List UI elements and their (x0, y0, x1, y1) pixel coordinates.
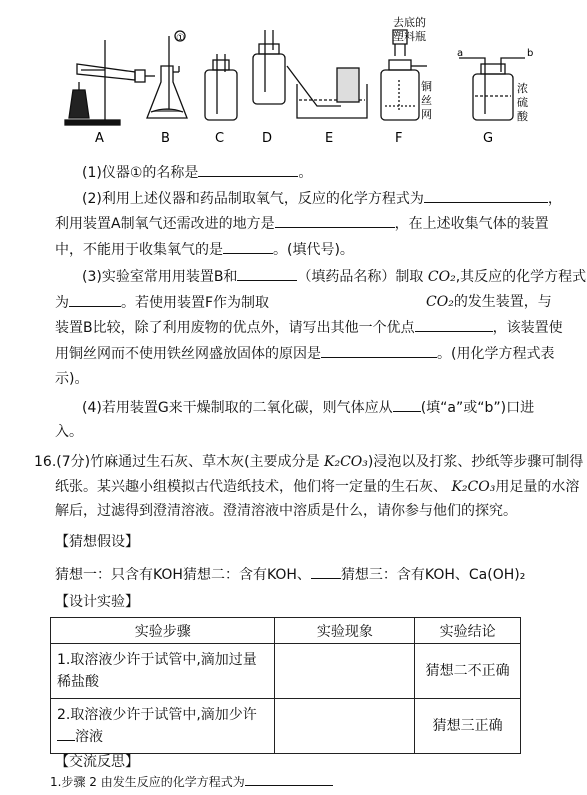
f-top-label-2: 塑料瓶 (393, 30, 426, 43)
answer-blank (311, 564, 341, 579)
question-1: (1)仪器①的名称是 。 (82, 162, 312, 183)
question-2-line2: 利用装置A制氧气还需改进的地方是 ，在上述收集气体的装置 (55, 213, 549, 234)
g-label-3: 酸 (517, 110, 528, 123)
question-16-line3: 解后，过滤得到澄清溶液。澄清溶液中溶质是什么，请你参与他们的探究。 (55, 503, 517, 519)
answer-blank (245, 773, 333, 786)
question-2-line3: 中，不能用于收集氧气的是 。(填代号)。 (55, 239, 354, 260)
label-c: C (215, 131, 225, 146)
question-3-line1: (3)实验室常用用装置B和 （填药品名称）制取 CO₂,其反应的化学方程式 (82, 266, 586, 287)
apparatus-figure (55, 10, 535, 150)
table-row (51, 644, 521, 699)
answer-blank (237, 266, 297, 281)
reflection-title: 【交流反思】 (55, 754, 139, 770)
question-16-line2: 纸张。某兴趣小组模拟古代造纸技术，他们将一定量的生石灰、 K₂CO₃用足量的水溶 (55, 479, 580, 495)
question-4-line2: 入。 (55, 424, 83, 440)
g-label-1: 浓 (517, 82, 528, 95)
design-title: 【设计实验】 (55, 594, 139, 610)
answer-blank (321, 343, 437, 358)
table-row (51, 699, 521, 754)
answer-blank (393, 397, 421, 412)
hypothesis-title: 【猜想假设】 (55, 534, 139, 550)
label-a: A (95, 131, 104, 146)
f-top-label-1: 去底的 (393, 16, 426, 29)
answer-blank (57, 726, 75, 741)
g-port-a: a (457, 48, 464, 59)
hypothesis-line: 猜想一：只含有KOH猜想二：含有KOH、 猜想三：含有KOH、Ca(OH)₂ (55, 564, 525, 585)
step-cell: 2.取溶液少许于试管中,滴加少许 溶液 (51, 699, 275, 754)
answer-blank (198, 162, 298, 177)
answer-blank (415, 317, 493, 332)
question-3-line3: 装置B比较，除了利用废物的优点外，请写出其他一个优点 ，该装置使 (55, 317, 563, 338)
label-e: E (325, 131, 334, 146)
apparatus-d (253, 30, 285, 104)
header-step: 实验步骤 (51, 618, 275, 644)
question-16-line1: 16.(7分)竹麻通过生石灰、草木灰(主要成分是 K₂CO₃)浸泡以及打浆、抄纸等步骤可制得 (34, 454, 584, 470)
apparatus-g (459, 58, 525, 120)
f-side-label-3: 网 (421, 108, 432, 121)
header-conclusion: 实验结论 (415, 618, 521, 644)
g-label-2: 硫 (517, 96, 528, 109)
phenomenon-cell (275, 699, 415, 754)
apparatus-c (205, 54, 237, 120)
answer-blank (223, 239, 273, 254)
apparatus-a (65, 40, 155, 125)
question-4-line1: (4)若用装置G来干燥制取的二氧化碳，则气体应从 (填“a”或“b”)口进 (82, 397, 534, 418)
question-3-line5: 示)。 (55, 371, 89, 387)
answer-blank (69, 292, 121, 307)
question-2-line1: (2)利用上述仪器和药品制取氧气，反应的化学方程式为 ， (82, 188, 562, 209)
question-3-line2-end: CO₂的发生装置，与 (426, 294, 552, 310)
conclusion-cell: 猜想二不正确 (415, 644, 521, 699)
question-3-line4: 用铜丝网而不使用铁丝网盛放固体的原因是 。(用化学方程式表 (55, 343, 554, 364)
apparatus-e (287, 66, 367, 118)
reflection-question-1: 1.步骤 2 由发生反应的化学方程式为 (50, 772, 333, 792)
f-side-label-2: 丝 (421, 94, 432, 107)
step-cell: 1.取溶液少许于试管中,滴加过量 稀盐酸 (51, 644, 275, 699)
phenomenon-cell (275, 644, 415, 699)
label-g: G (483, 131, 494, 146)
f-side-label-1: 铜 (421, 80, 432, 93)
g-port-b: b (527, 48, 534, 59)
label-b: B (161, 131, 170, 146)
label-f: F (395, 131, 403, 146)
answer-blank (424, 188, 548, 203)
table-header-row (51, 618, 521, 644)
experiment-table (50, 617, 521, 754)
conclusion-cell: 猜想三正确 (415, 699, 521, 754)
question-3-line2: 为 。若使用装置F作为制取 (55, 292, 269, 313)
label-d: D (262, 131, 273, 146)
circle-mark-label: ① (176, 33, 185, 44)
answer-blank (275, 213, 395, 228)
apparatus-b (147, 31, 187, 118)
header-phenomenon: 实验现象 (275, 618, 415, 644)
